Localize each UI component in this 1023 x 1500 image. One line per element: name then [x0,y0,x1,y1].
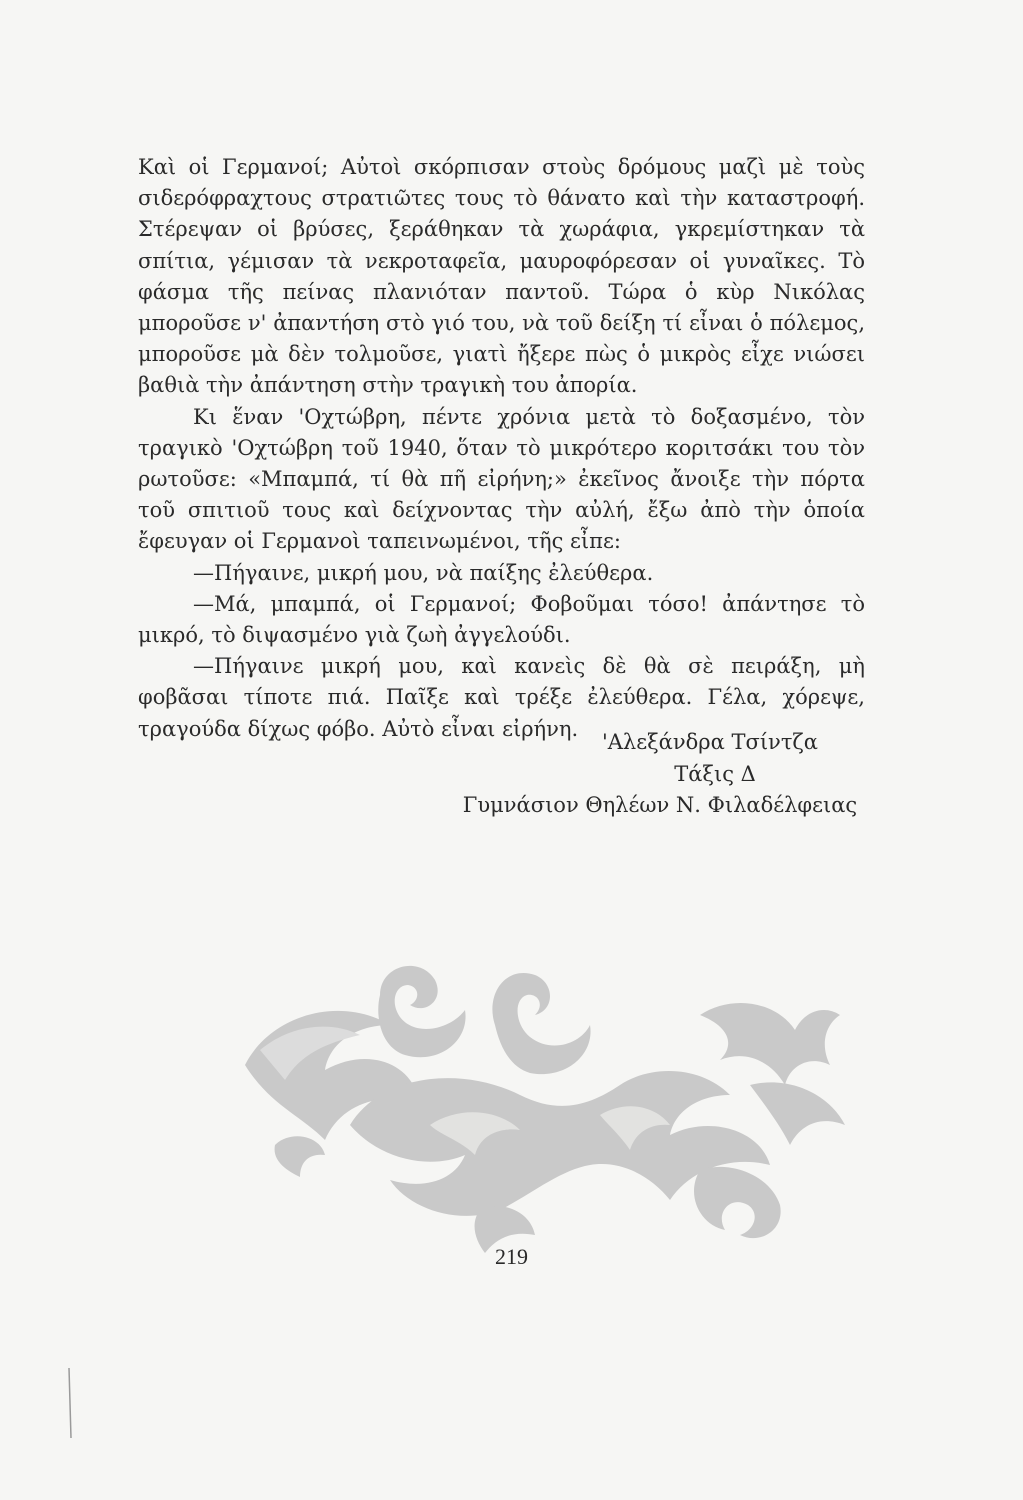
paragraph-2: Κι ἕναν 'Οχτώβρη, πέντε χρόνια μετὰ τὸ δοξασμένο, τὸν τραγικὸ 'Οχτώβρη τοῦ 1940, ὅταν τὸ μικρότερο κοριτσάκι του τὸν ρωτοῦσε: «Μπαμπά, τί θὰ πῆ εἰρήνη;» ἐκεῖνος ἄνοιξε τὴν πόρτα τοῦ σπιτιοῦ τους καὶ δείχνοντας τὴν αὐλή, ἔξω ἀπὸ τὴν ὁποία ἔφευγαν οἱ Γερμανοὶ ταπεινωμένοι, τῆς εἶπε: [138,404,865,554]
author-signature [430,727,860,822]
author-school: Γυμνάσιον Θηλέων Ν. Φιλαδέλφειας [462,793,858,817]
body-text [138,152,865,745]
paragraph-1: Καὶ οἱ Γερμανοί; Αὐτοὶ σκόρπισαν στοὺς δρόμους μαζὶ μὲ τοὺς σιδερόφραχτους στρατιῶτες τους τὸ θάνατο καὶ τὴν καταστροφή. Στέρεψαν οἱ βρύσες, ξεράθηκαν τὰ χωράφια, γκρεμίστηκαν τὰ σπίτια, γέμισαν τὰ νεκροταφεῖα, μαυροφόρεσαν οἱ γυναῖκες. Τὸ φάσμα τῆς πείνας πλανιόταν παντοῦ. Τώρα ὁ κὺρ Νικόλας μποροῦσε ν' ἀπαντήση στὸ γιό του, νὰ τοῦ δείξη τί εἶναι ὁ πόλεμος, μποροῦσε μὰ δὲν τολμοῦσε, γιατὶ ἤξερε πὼς ὁ μικρὸς εἶχε νιώσει βαθιὰ τὴν ἀπάντηση στὴν τραγικὴ του ἀπορία. [138,155,865,398]
decorative-ornament-icon [230,955,870,1255]
page-number: 219 [495,1244,528,1269]
author-class: Τάξις Δ [674,761,756,786]
dialogue-line-1: —Πήγαινε, μικρή μου, νὰ παίξης ἐλεύθερα. [193,560,654,585]
author-name: 'Αλεξάνδρα Τσίντζα [601,730,818,754]
dialogue-line-3: —Πήγαινε μικρή μου, καὶ κανεὶς δὲ θὰ σὲ πειράξη, μὴ φοβᾶσαι τίποτε πιά. Παῖξε καὶ τρέξε ἐλεύθερα. Γέλα, χόρεψε, τραγούδα δίχως φόβο. Αὐτὸ εἶναι εἰρήνη. [138,654,865,741]
dialogue-line-2: —Μά, μπαμπά, οἱ Γερμανοί; Φοβοῦμαι τόσο! ἀπάντησε τὸ μικρό, τὸ διψασμένο γιὰ ζωὴ ἀγγελούδι. [138,591,865,648]
margin-pencil-mark-icon [68,1368,72,1438]
